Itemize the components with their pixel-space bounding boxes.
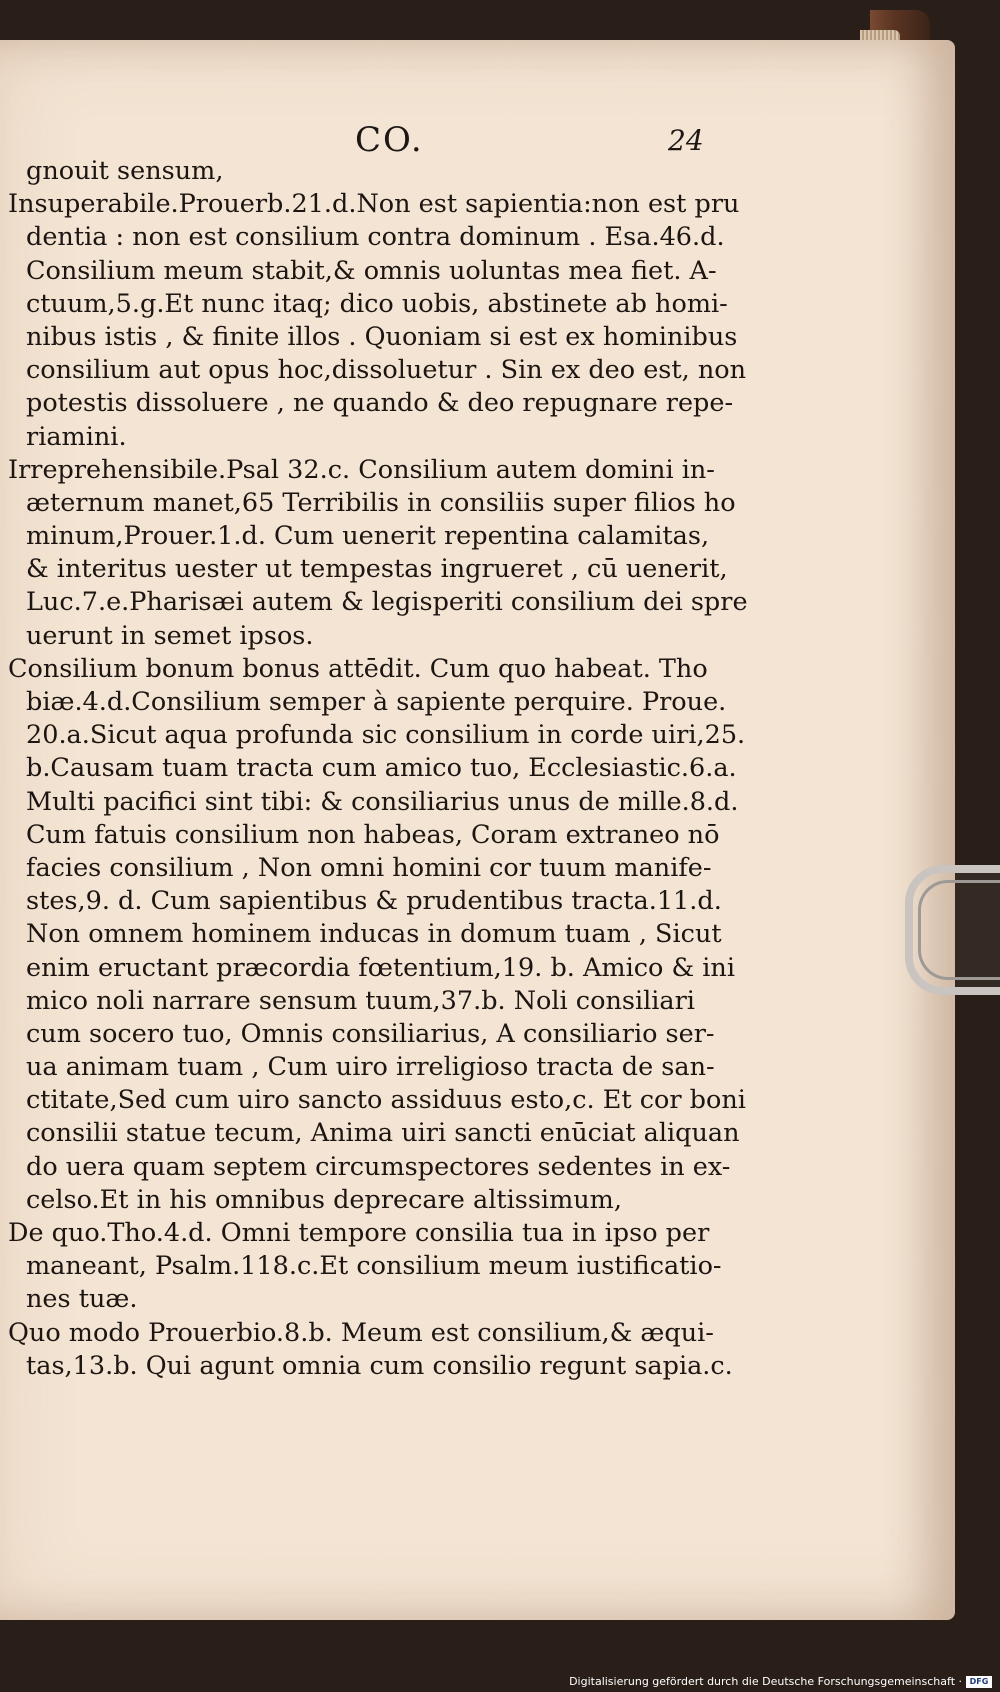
text-line: nibus istis , & finite illos . Quoniam si est ex hominibus — [26, 321, 738, 352]
text-line: Irreprehensibile.Psal 32.c. Consilium autem domini in- — [8, 454, 715, 485]
text-line: De quo.Tho.4.d. Omni tempore consilia tua in ipso per — [8, 1218, 710, 1248]
text-line: Multi pacifici sint tibi: & consiliarius unus de mille.8.d. — [26, 786, 739, 817]
text-line: ua animam tuam , Cum uiro irreligioso tracta de san- — [26, 1052, 715, 1083]
text-line: Quo modo Prouerbio.8.b. Meum est consilium,& æqui- — [8, 1317, 714, 1348]
folio-number: 24 — [668, 124, 704, 157]
text-line: b.Causam tuam tracta cum amico tuo, Ecclesiastic.6.a. — [26, 753, 737, 784]
text-line: consilii statue tecum, Anima uiri sancti enūciat aliquan — [26, 1118, 740, 1149]
text-line: Insuperabile.Prouerb.21.d.Non est sapientia:non est pru — [8, 189, 740, 220]
text-line: consilium aut opus hoc,dissoluetur . Sin ex deo est, non — [26, 355, 747, 386]
text-line: uerunt in semet ipsos. — [26, 620, 314, 651]
text-line: do uera quam septem circumspectores sedentes in ex- — [26, 1151, 731, 1182]
text-line: minum,Prouer.1.d. Cum uenerit repentina calamitas, — [26, 521, 710, 552]
text-line: cum socero tuo, Omnis consiliarius, A consiliario ser- — [26, 1018, 715, 1049]
page-clip-inner — [918, 880, 1000, 980]
text-line: celso.Et in his omnibus deprecare altissimum, — [26, 1184, 622, 1215]
text-line: æternum manet,65 Terribilis in consiliis super filios ho — [26, 487, 736, 518]
text-line: ctuum,5.g.Et nunc itaq; dico uobis, abstinete ab homi- — [26, 288, 728, 319]
text-line: 20.a.Sicut aqua profunda sic consilium in corde uiri,25. — [26, 720, 746, 751]
text-line: Luc.7.e.Pharisæi autem & legisperiti consilium dei spre — [26, 587, 748, 618]
text-line: maneant, Psalm.118.c.Et consilium meum iustificatio- — [26, 1251, 722, 1282]
text-line: Non omnem hominem inducas in domum tuam , Sicut — [26, 919, 722, 950]
footer-credit — [569, 1675, 992, 1688]
text-line: gnouit sensum, — [26, 156, 224, 186]
footer-credit-text: Digitalisierung gefördert durch die Deutsche Forschungsgemeinschaft · — [569, 1675, 962, 1688]
text-line: Cum fatuis consilium non habeas, Coram extraneo nō — [26, 819, 720, 850]
text-line: enim eructant præcordia fœtentium,19. b. Amico & ini — [26, 952, 736, 983]
text-line: & interitus uester ut tempestas ingrueret , cū uenerit, — [26, 554, 728, 585]
text-line: tas,13.b. Qui agunt omnia cum consilio regunt sapia.c. — [26, 1350, 733, 1381]
page-text — [8, 155, 758, 1383]
text-line: mico noli narrare sensum tuum,37.b. Noli consiliari — [26, 985, 695, 1016]
text-line: facies consilium , Non omni homini cor tuum manife- — [26, 852, 712, 883]
text-line: stes,9. d. Cum sapientibus & prudentibus tracta.11.d. — [26, 886, 722, 917]
text-line: Consilium meum stabit,& omnis uoluntas mea fiet. A- — [26, 255, 717, 286]
text-line: nes tuæ. — [26, 1284, 138, 1315]
text-line: potestis dissoluere , ne quando & deo repugnare repe- — [26, 388, 734, 419]
running-head: CO. — [355, 120, 424, 160]
text-line: dentia : non est consilium contra dominum . Esa.46.d. — [26, 222, 725, 253]
dfg-logo-icon: DFG — [966, 1676, 992, 1688]
text-line: biæ.4.d.Consilium semper à sapiente perquire. Proue. — [26, 687, 727, 717]
text-line: ctitate,Sed cum uiro sancto assiduus esto,c. Et cor boni — [26, 1085, 746, 1116]
text-line: riamini. — [26, 421, 127, 452]
text-line: Consilium bonum bonus attēdit. Cum quo habeat. Tho — [8, 653, 708, 684]
